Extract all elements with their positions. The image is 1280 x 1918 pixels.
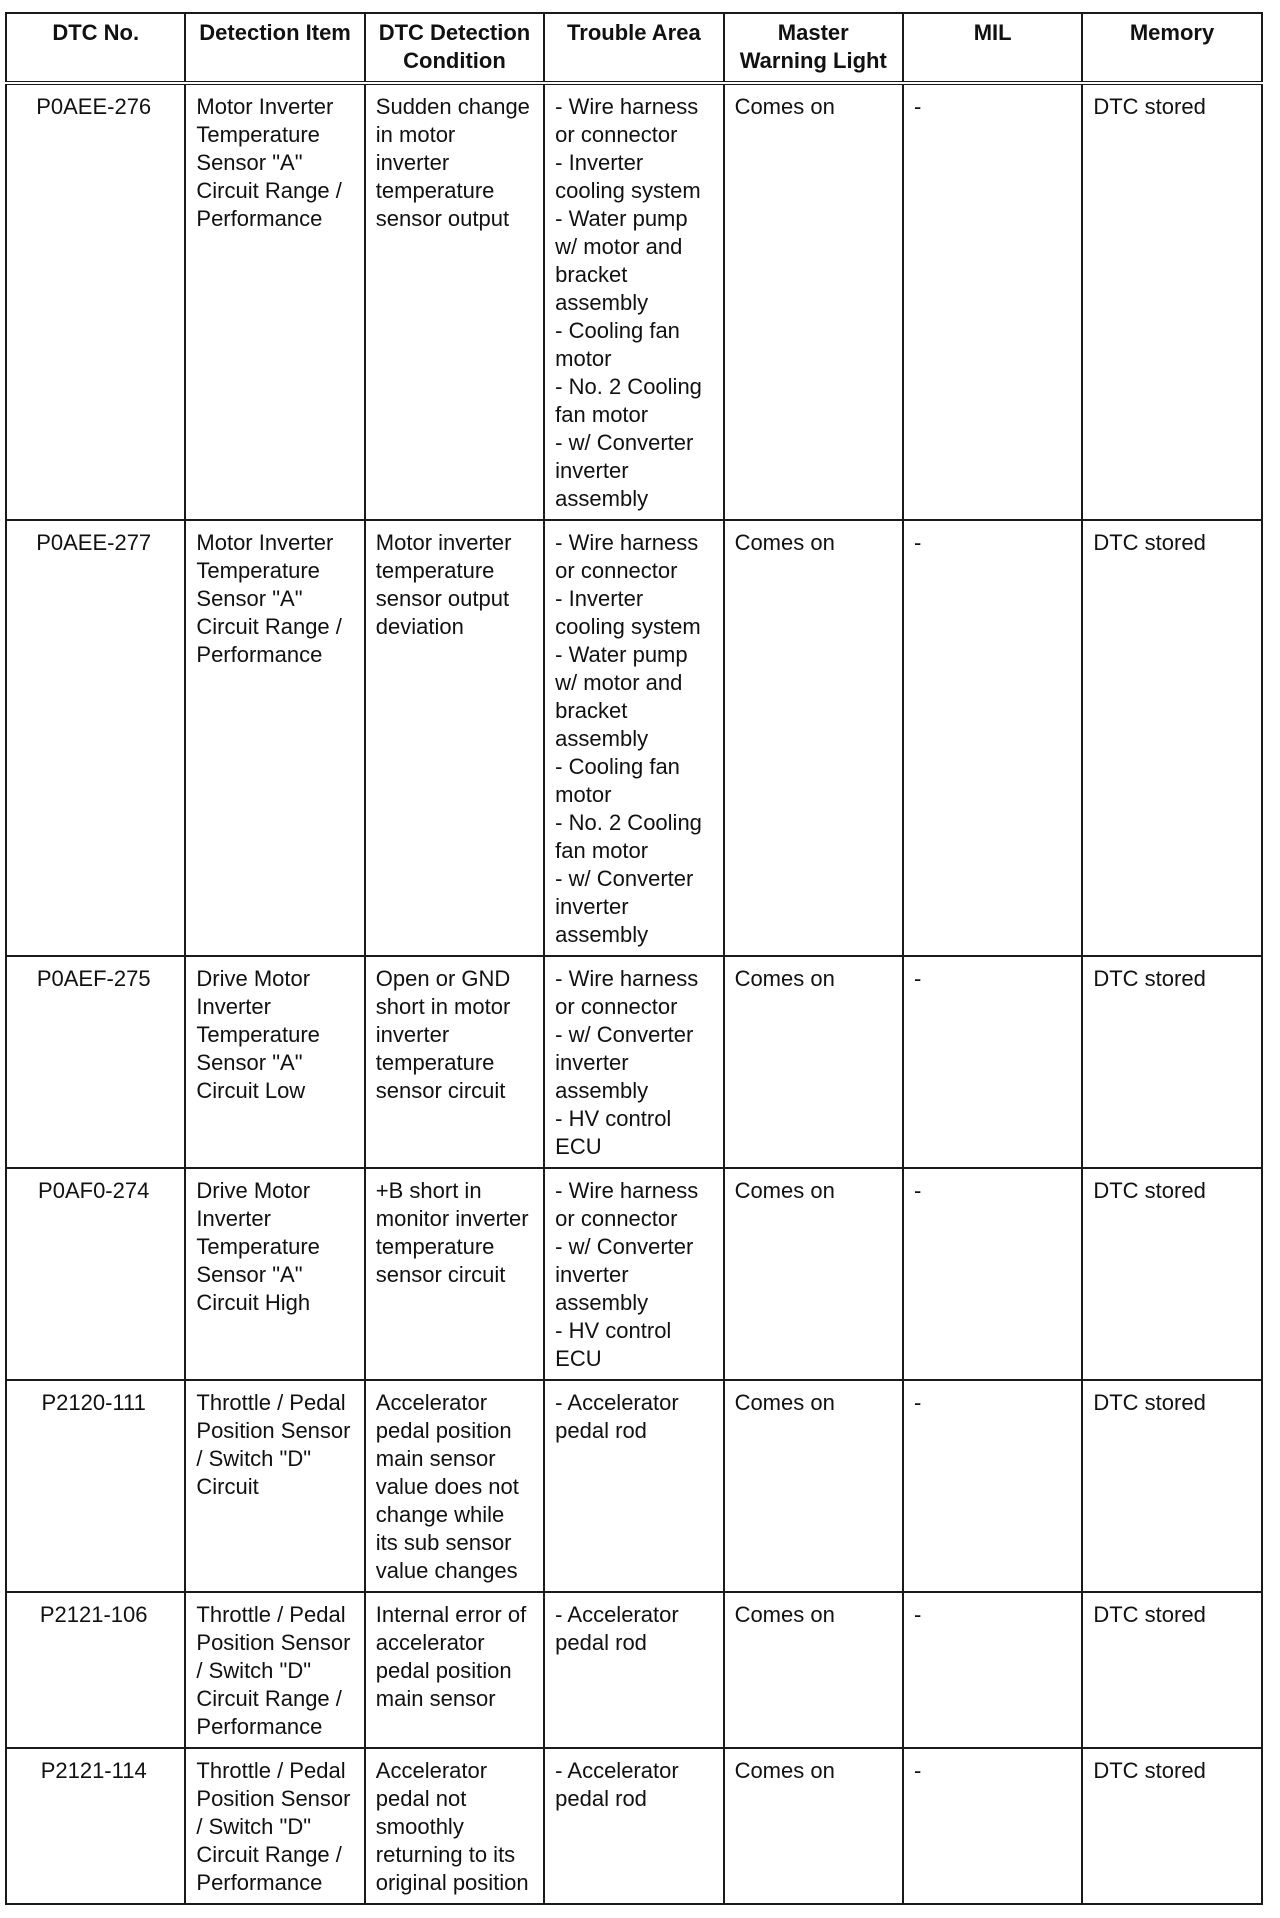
detection-condition-cell: Open or GND short in motor inverter temperature sensor circuit xyxy=(365,956,544,1168)
detection-item-cell: Throttle / Pedal Position Sensor / Switch "D" Circuit Range / Performance xyxy=(185,1592,364,1748)
table-row xyxy=(6,1748,1262,1904)
dtc-code-cell: P2120-111 xyxy=(6,1380,185,1592)
mil-cell: - xyxy=(903,1380,1082,1592)
trouble-area-cell: - Accelerator pedal rod xyxy=(544,1380,723,1592)
header-memory: Memory xyxy=(1082,13,1261,83)
table-row xyxy=(6,520,1262,956)
trouble-area-cell: - Accelerator pedal rod xyxy=(544,1592,723,1748)
mil-cell: - xyxy=(903,1748,1082,1904)
header-row xyxy=(6,13,1262,83)
mil-cell: - xyxy=(903,520,1082,956)
detection-condition-cell: Internal error of accelerator pedal position main sensor xyxy=(365,1592,544,1748)
mil-cell: - xyxy=(903,83,1082,520)
detection-condition-cell: Sudden change in motor inverter temperature sensor output xyxy=(365,83,544,520)
mil-cell: - xyxy=(903,1168,1082,1380)
header-trouble-area: Trouble Area xyxy=(544,13,723,83)
master-warning-cell: Comes on xyxy=(724,520,903,956)
detection-condition-cell: Motor inverter temperature sensor output deviation xyxy=(365,520,544,956)
memory-cell: DTC stored xyxy=(1082,1592,1261,1748)
dtc-code-cell: P0AEE-277 xyxy=(6,520,185,956)
detection-item-cell: Motor Inverter Temperature Sensor "A" Circuit Range / Performance xyxy=(185,83,364,520)
detection-condition-cell: Accelerator pedal not smoothly returning to its original position xyxy=(365,1748,544,1904)
detection-condition-cell: +B short in monitor inverter temperature sensor circuit xyxy=(365,1168,544,1380)
memory-cell: DTC stored xyxy=(1082,956,1261,1168)
table-row xyxy=(6,1168,1262,1380)
table-row xyxy=(6,83,1262,520)
master-warning-cell: Comes on xyxy=(724,1748,903,1904)
dtc-code-cell: P0AF0-274 xyxy=(6,1168,185,1380)
detection-condition-cell: Accelerator pedal position main sensor value does not change while its sub sensor value changes xyxy=(365,1380,544,1592)
memory-cell: DTC stored xyxy=(1082,1168,1261,1380)
memory-cell: DTC stored xyxy=(1082,520,1261,956)
trouble-area-cell: - Wire harness or connector - w/ Converter inverter assembly - HV control ECU xyxy=(544,956,723,1168)
header-mil: MIL xyxy=(903,13,1082,83)
memory-cell: DTC stored xyxy=(1082,83,1261,520)
dtc-table xyxy=(5,12,1263,1905)
trouble-area-cell: - Wire harness or connector - w/ Converter inverter assembly - HV control ECU xyxy=(544,1168,723,1380)
master-warning-cell: Comes on xyxy=(724,83,903,520)
trouble-area-cell: - Wire harness or connector - Inverter cooling system - Water pump w/ motor and bracket assembly - Cooling fan motor - No. 2 Cooling fan motor - w/ Converter inverter assembly xyxy=(544,83,723,520)
master-warning-cell: Comes on xyxy=(724,1168,903,1380)
master-warning-cell: Comes on xyxy=(724,1380,903,1592)
trouble-area-cell: - Accelerator pedal rod xyxy=(544,1748,723,1904)
dtc-code-cell: P0AEE-276 xyxy=(6,83,185,520)
header-master-warning-light: Master Warning Light xyxy=(724,13,903,83)
table-row xyxy=(6,1380,1262,1592)
master-warning-cell: Comes on xyxy=(724,956,903,1168)
dtc-code-cell: P2121-114 xyxy=(6,1748,185,1904)
mil-cell: - xyxy=(903,956,1082,1168)
detection-item-cell: Drive Motor Inverter Temperature Sensor "A" Circuit Low xyxy=(185,956,364,1168)
trouble-area-cell: - Wire harness or connector - Inverter cooling system - Water pump w/ motor and bracket assembly - Cooling fan motor - No. 2 Cooling fan motor - w/ Converter inverter assembly xyxy=(544,520,723,956)
header-detection-condition: DTC Detection Condition xyxy=(365,13,544,83)
table-row xyxy=(6,1592,1262,1748)
mil-cell: - xyxy=(903,1592,1082,1748)
detection-item-cell: Motor Inverter Temperature Sensor "A" Circuit Range / Performance xyxy=(185,520,364,956)
dtc-code-cell: P0AEF-275 xyxy=(6,956,185,1168)
detection-item-cell: Drive Motor Inverter Temperature Sensor "A" Circuit High xyxy=(185,1168,364,1380)
detection-item-cell: Throttle / Pedal Position Sensor / Switch "D" Circuit Range / Performance xyxy=(185,1748,364,1904)
memory-cell: DTC stored xyxy=(1082,1380,1261,1592)
header-detection-item: Detection Item xyxy=(185,13,364,83)
header-dtc-no: DTC No. xyxy=(6,13,185,83)
master-warning-cell: Comes on xyxy=(724,1592,903,1748)
memory-cell: DTC stored xyxy=(1082,1748,1261,1904)
detection-item-cell: Throttle / Pedal Position Sensor / Switch "D" Circuit xyxy=(185,1380,364,1592)
table-row xyxy=(6,956,1262,1168)
dtc-code-cell: P2121-106 xyxy=(6,1592,185,1748)
